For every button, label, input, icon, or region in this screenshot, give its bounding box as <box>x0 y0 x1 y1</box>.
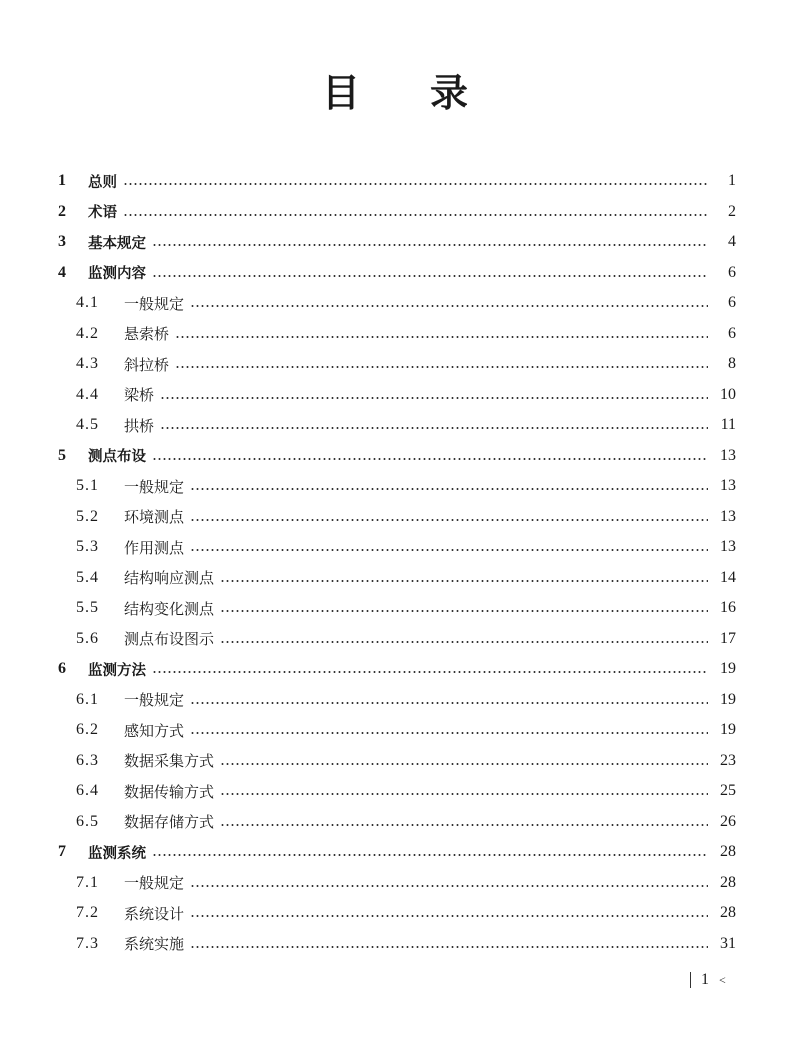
entry-title: 环境测点 <box>124 508 185 527</box>
dot-leader <box>190 519 708 521</box>
entry-number: 5.1 <box>76 477 99 495</box>
entry-number: 4.2 <box>76 324 99 342</box>
entry-number: 6.2 <box>76 721 99 739</box>
toc-section-entry[interactable] <box>58 319 736 350</box>
dot-leader <box>190 885 708 887</box>
dot-leader <box>190 702 708 704</box>
toc-section-entry[interactable] <box>58 471 736 502</box>
entry-title: 一般规定 <box>124 874 185 893</box>
toc-chapter-entry[interactable] <box>58 197 736 228</box>
toc-chapter-entry[interactable] <box>58 441 736 472</box>
entry-page-number: 13 <box>720 477 736 495</box>
entry-number: 4.3 <box>76 355 99 373</box>
entry-number: 6 <box>58 660 66 678</box>
footer-divider <box>690 972 691 988</box>
entry-page-number: 16 <box>720 599 736 617</box>
entry-number: 5.6 <box>76 629 99 647</box>
entry-number: 7 <box>58 843 66 861</box>
entry-page-number: 4 <box>728 233 736 251</box>
dot-leader <box>160 397 708 399</box>
entry-page-number: 2 <box>728 202 736 220</box>
entry-page-number: 19 <box>720 660 736 678</box>
entry-number: 7.1 <box>76 873 99 891</box>
entry-title: 测点布设图示 <box>124 630 215 649</box>
toc-section-entry[interactable] <box>58 380 736 411</box>
dot-leader <box>190 732 708 734</box>
toc-section-entry[interactable] <box>58 776 736 807</box>
toc-section-entry[interactable] <box>58 502 736 533</box>
entry-page-number: 6 <box>728 263 736 281</box>
dot-leader <box>175 366 708 368</box>
toc-section-entry[interactable] <box>58 715 736 746</box>
toc-chapter-entry[interactable] <box>58 258 736 289</box>
entry-number: 3 <box>58 233 66 251</box>
entry-title: 测点布设 <box>88 449 146 466</box>
page-title <box>0 62 790 117</box>
toc-section-entry[interactable] <box>58 563 736 594</box>
toc-section-entry[interactable] <box>58 532 736 563</box>
entry-title: 总则 <box>88 174 117 191</box>
toc-section-entry[interactable] <box>58 929 736 960</box>
entry-page-number: 28 <box>720 904 736 922</box>
entry-number: 5.3 <box>76 538 99 556</box>
table-of-contents <box>58 166 736 959</box>
entry-number: 5.2 <box>76 507 99 525</box>
entry-page-number: 1 <box>728 172 736 190</box>
entry-number: 5 <box>58 446 66 464</box>
entry-page-number: 13 <box>720 446 736 464</box>
entry-number: 6.1 <box>76 690 99 708</box>
title-char: 录 <box>430 70 469 115</box>
dot-leader <box>220 641 708 643</box>
dot-leader <box>190 549 708 551</box>
dot-leader <box>152 275 708 277</box>
dot-leader <box>190 946 708 948</box>
entry-page-number: 10 <box>720 385 736 403</box>
toc-section-entry[interactable] <box>58 624 736 655</box>
entry-title: 斜拉桥 <box>124 355 170 374</box>
toc-section-entry[interactable] <box>58 410 736 441</box>
entry-title: 一般规定 <box>124 691 185 710</box>
dot-leader <box>220 610 708 612</box>
entry-page-number: 17 <box>720 629 736 647</box>
toc-section-entry[interactable] <box>58 746 736 777</box>
entry-title: 结构变化测点 <box>124 599 215 618</box>
entry-number: 4.1 <box>76 294 99 312</box>
entry-number: 7.2 <box>76 904 99 922</box>
dot-leader <box>152 671 708 673</box>
entry-title: 感知方式 <box>124 721 185 740</box>
entry-page-number: 13 <box>720 507 736 525</box>
entry-title: 系统实施 <box>124 935 185 954</box>
entry-title: 一般规定 <box>124 294 185 313</box>
entry-title: 梁桥 <box>124 386 155 405</box>
toc-section-entry[interactable] <box>58 807 736 838</box>
entry-title: 悬索桥 <box>124 325 170 344</box>
entry-number: 5.5 <box>76 599 99 617</box>
dot-leader <box>220 824 708 826</box>
dot-leader <box>152 458 708 460</box>
entry-number: 6.3 <box>76 751 99 769</box>
entry-title: 一般规定 <box>124 477 185 496</box>
entry-title: 作用测点 <box>124 538 185 557</box>
entry-page-number: 8 <box>728 355 736 373</box>
entry-title: 数据存储方式 <box>124 813 215 832</box>
dot-leader <box>190 488 708 490</box>
page-number: 1 <box>701 971 709 988</box>
entry-page-number: 14 <box>720 568 736 586</box>
entry-page-number: 31 <box>720 934 736 952</box>
toc-section-entry[interactable] <box>58 593 736 624</box>
toc-section-entry[interactable] <box>58 685 736 716</box>
entry-number: 4 <box>58 263 66 281</box>
toc-section-entry[interactable] <box>58 288 736 319</box>
dot-leader <box>152 854 708 856</box>
entry-number: 4.4 <box>76 385 99 403</box>
entry-title: 监测方法 <box>88 662 146 679</box>
entry-title: 结构响应测点 <box>124 569 215 588</box>
dot-leader <box>190 305 708 307</box>
entry-page-number: 11 <box>720 416 736 434</box>
dot-leader <box>175 336 708 338</box>
dot-leader <box>152 244 708 246</box>
entry-page-number: 19 <box>720 690 736 708</box>
entry-page-number: 28 <box>720 843 736 861</box>
entry-page-number: 28 <box>720 873 736 891</box>
entry-page-number: 26 <box>720 812 736 830</box>
entry-number: 5.4 <box>76 568 99 586</box>
entry-number: 2 <box>58 202 66 220</box>
entry-page-number: 23 <box>720 751 736 769</box>
entry-page-number: 6 <box>728 294 736 312</box>
entry-page-number: 25 <box>720 782 736 800</box>
dot-leader <box>160 427 708 429</box>
dot-leader <box>220 763 708 765</box>
entry-number: 1 <box>58 172 66 190</box>
entry-number: 6.5 <box>76 812 99 830</box>
entry-number: 7.3 <box>76 934 99 952</box>
entry-title: 基本规定 <box>88 235 146 252</box>
toc-chapter-entry[interactable] <box>58 166 736 197</box>
toc-chapter-entry[interactable] <box>58 227 736 258</box>
entry-title: 数据传输方式 <box>124 782 215 801</box>
dot-leader <box>220 793 708 795</box>
entry-number: 6.4 <box>76 782 99 800</box>
entry-title: 监测系统 <box>88 845 146 862</box>
dot-leader <box>190 915 708 917</box>
entry-page-number: 19 <box>720 721 736 739</box>
entry-title: 监测内容 <box>88 266 146 283</box>
entry-title: 系统设计 <box>124 904 185 923</box>
dot-leader <box>123 183 708 185</box>
title-char: 目 <box>321 70 360 115</box>
page-footer <box>690 971 726 989</box>
entry-page-number: 6 <box>728 324 736 342</box>
dot-leader <box>220 580 708 582</box>
toc-section-entry[interactable] <box>58 868 736 899</box>
entry-title: 数据采集方式 <box>124 752 215 771</box>
entry-page-number: 13 <box>720 538 736 556</box>
toc-section-entry[interactable] <box>58 349 736 380</box>
entry-title: 术语 <box>88 205 117 222</box>
toc-chapter-entry[interactable] <box>58 654 736 685</box>
toc-section-entry[interactable] <box>58 898 736 929</box>
left-arrow-icon: < <box>719 972 726 987</box>
entry-title: 拱桥 <box>124 416 155 435</box>
toc-chapter-entry[interactable] <box>58 837 736 868</box>
dot-leader <box>123 214 708 216</box>
entry-number: 4.5 <box>76 416 99 434</box>
